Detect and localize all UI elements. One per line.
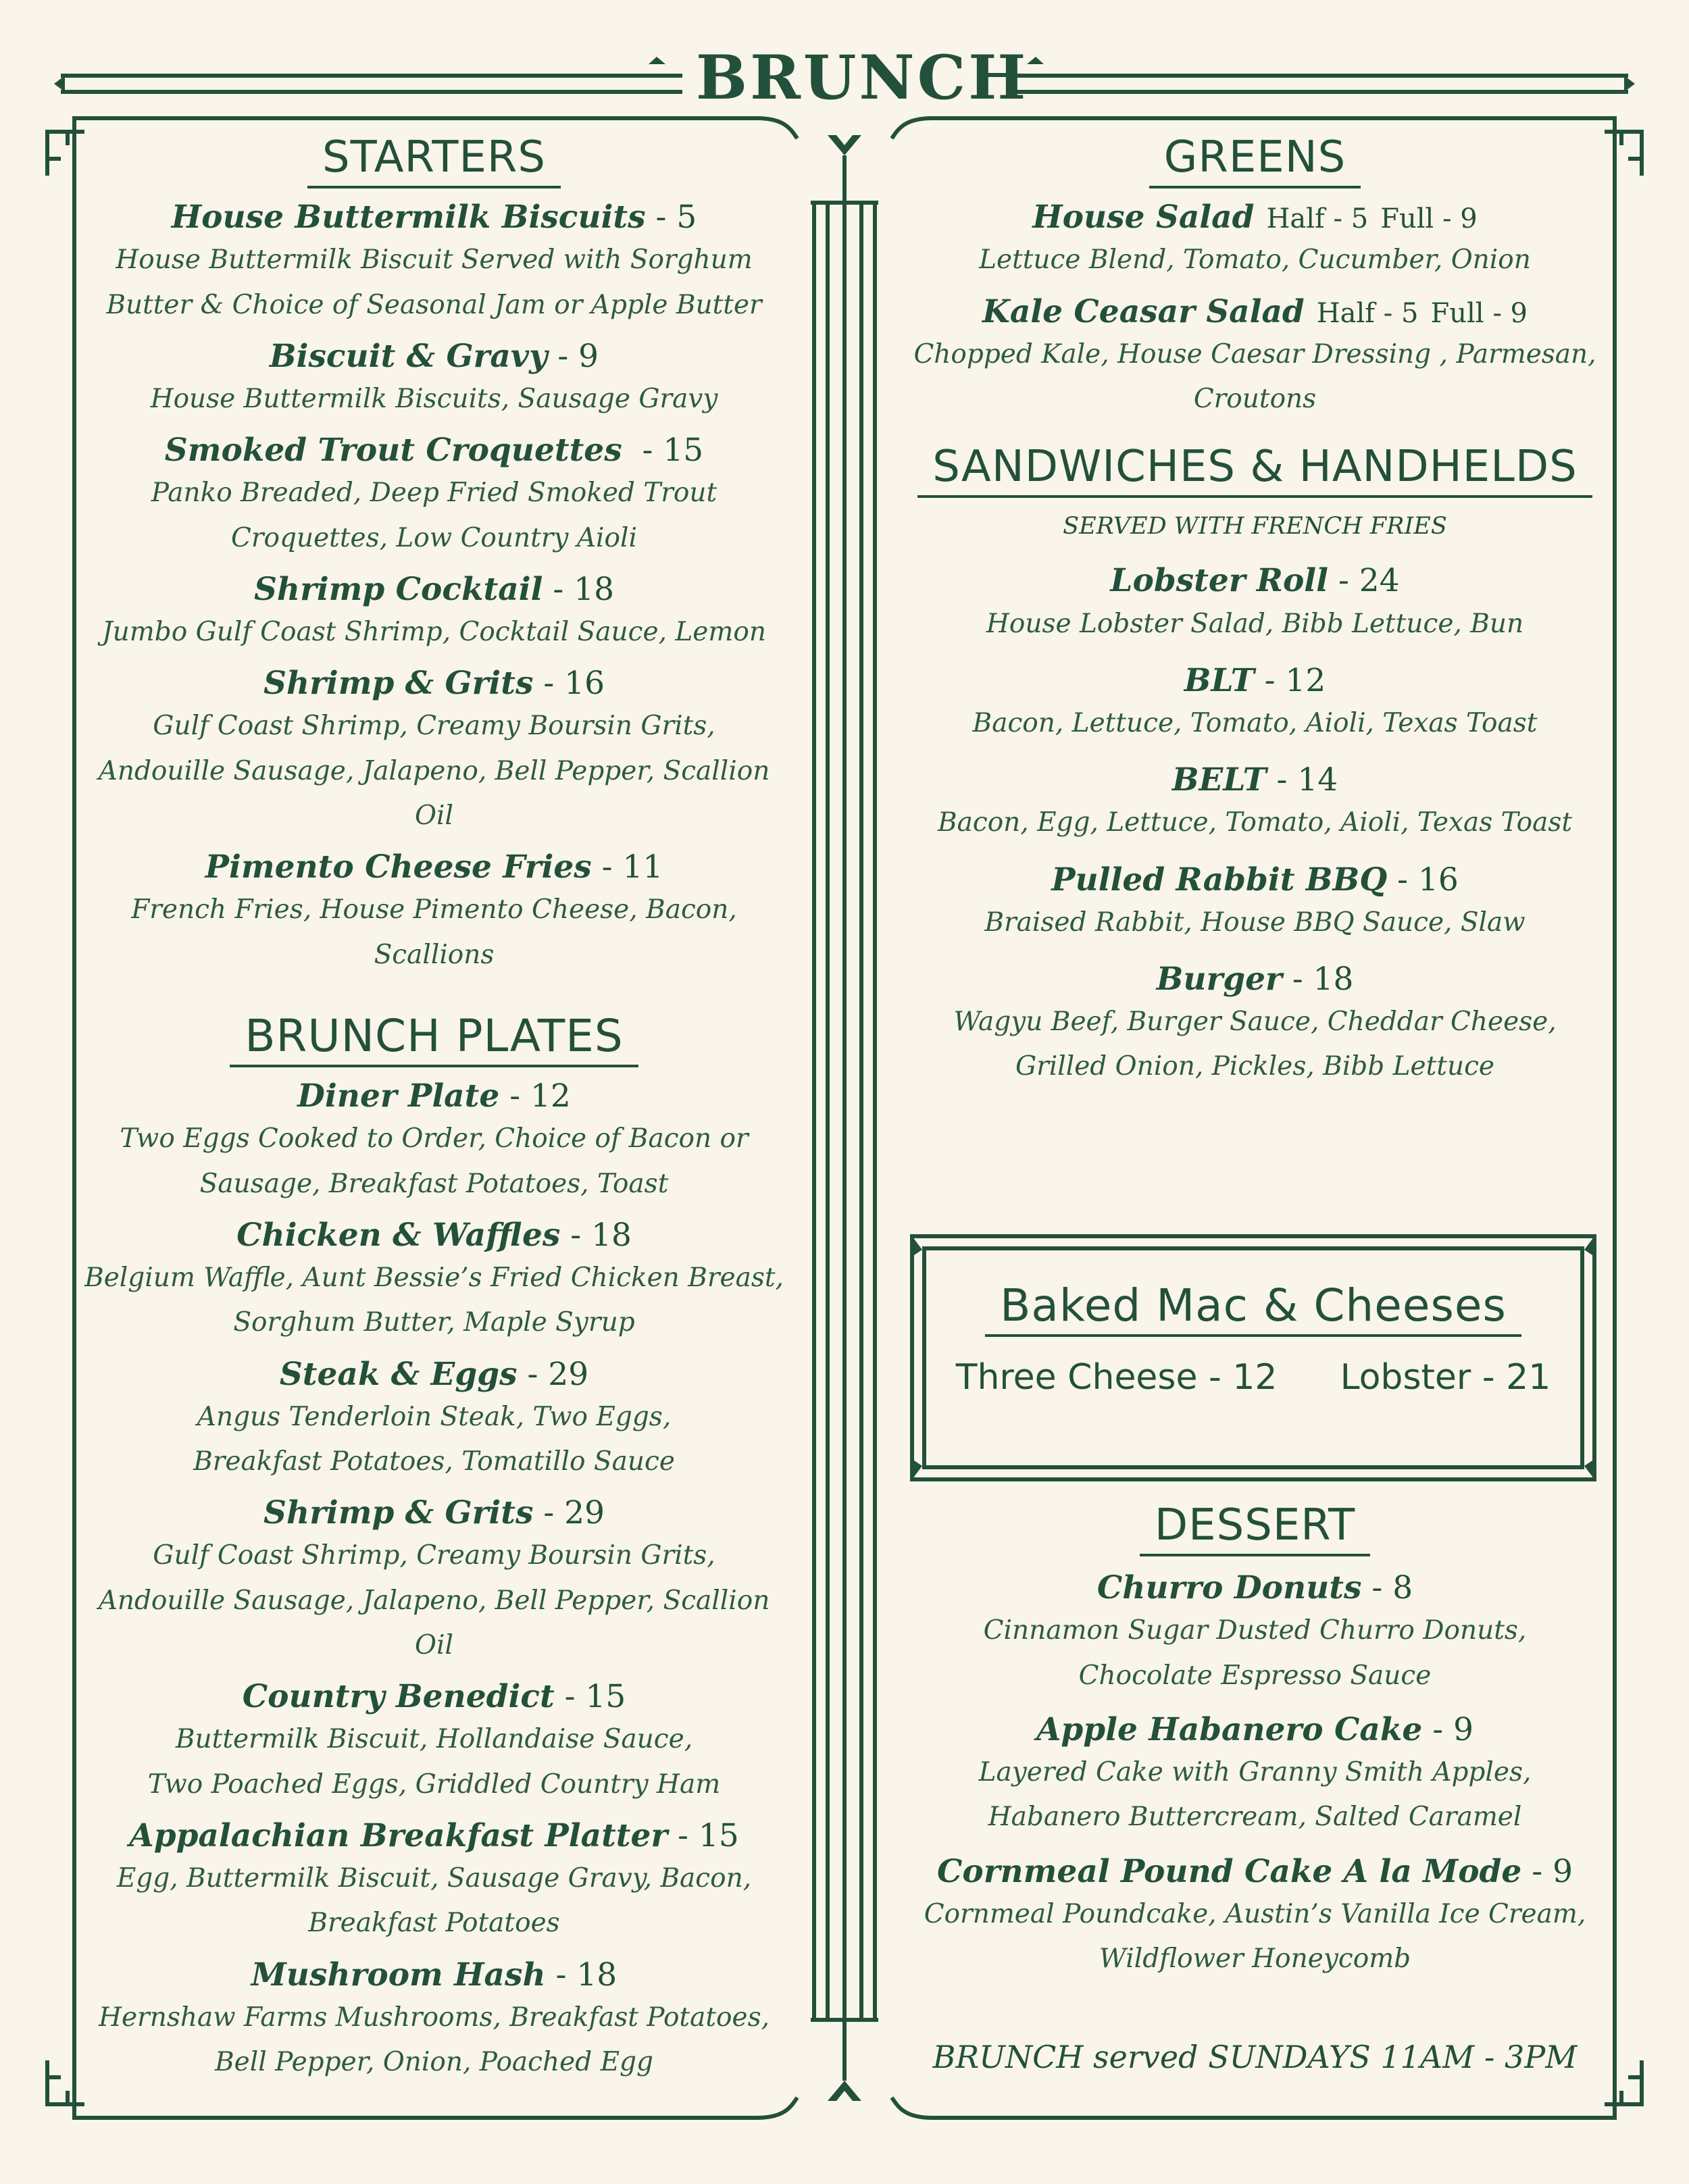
salad-half-label: Half xyxy=(1266,203,1325,235)
menu-item-description: Egg, Buttermilk Biscuit, Sausage Gravy, Bacon, xyxy=(116,1863,752,1894)
menu-item-name: Smoked Trout Croquettes xyxy=(164,432,622,469)
menu-item-name: Apple Habanero Cake xyxy=(1036,1710,1423,1748)
menu-item-title xyxy=(902,560,1608,601)
menu-item-title xyxy=(81,846,787,888)
menu-item-description: Wildflower Honeycomb xyxy=(1099,1943,1411,1974)
menu-item-title xyxy=(902,959,1608,1000)
menu-item xyxy=(81,1954,787,2085)
right-column xyxy=(902,132,1608,1090)
salad-full-label: Full xyxy=(1380,203,1434,235)
dessert-heading: DESSERT xyxy=(1140,1503,1370,1556)
dessert-list xyxy=(902,1567,1608,1981)
sandwiches-heading: SANDWICHES & HANDHELDS xyxy=(917,445,1592,498)
menu-item xyxy=(902,1567,1608,1698)
menu-item-description: Andouille Sausage, Jalapeno, Bell Pepper, Scallion Oil xyxy=(98,1585,770,1661)
menu-item-name: House Buttermilk Biscuits xyxy=(171,199,646,236)
menu-item-description: Two Poached Eggs, Griddled Country Ham xyxy=(147,1769,721,1800)
menu-item-price: - 18 xyxy=(1282,961,1354,998)
menu-item-title xyxy=(81,1954,787,1996)
menu-item-description: House Buttermilk Biscuit Served with Sorghum xyxy=(116,245,753,276)
menu-item xyxy=(81,1075,787,1207)
menu-item-name: Shrimp Cocktail xyxy=(253,570,543,608)
menu-item-title xyxy=(902,1851,1608,1892)
menu-item xyxy=(902,1851,1608,1982)
menu-item-name: Steak & Eggs xyxy=(279,1355,518,1393)
menu-item-price: - 5 xyxy=(645,199,697,236)
menu-item-description: Braised Rabbit, House BBQ Sauce, Slaw xyxy=(984,907,1526,938)
menu-item-title xyxy=(81,197,787,238)
menu-item-description: House Buttermilk Biscuits, Sausage Gravy xyxy=(150,383,718,414)
greens-heading: GREENS xyxy=(1149,135,1361,188)
menu-item-description: Sorghum Butter, Maple Syrup xyxy=(233,1307,635,1338)
menu-item xyxy=(81,1492,787,1668)
menu-item-price: - 24 xyxy=(1328,562,1400,600)
menu-item xyxy=(902,859,1608,945)
menu-item-description: Two Eggs Cooked to Order, Choice of Bacon or xyxy=(120,1123,749,1154)
menu-item-price: - 29 xyxy=(517,1355,589,1393)
menu-item xyxy=(902,959,1608,1090)
menu-item-title xyxy=(81,1676,787,1717)
menu-item-title xyxy=(81,569,787,610)
sandwiches-note: SERVED WITH FRENCH FRIES xyxy=(1063,513,1447,540)
menu-item-description: Belgium Waffle, Aunt Bessie’s Fried Chicken Breast, xyxy=(84,1263,784,1294)
menu-item-name: Appalachian Breakfast Platter xyxy=(129,1817,668,1855)
brunch-plates-section xyxy=(81,1010,787,2085)
salad-full-price: - 9 xyxy=(1484,297,1528,329)
menu-item-name: BLT xyxy=(1184,661,1255,699)
starters-heading: STARTERS xyxy=(307,135,561,188)
hours-footer: BRUNCH served SUNDAYS 11AM - 3PM xyxy=(932,2039,1578,2075)
menu-item-description: Buttermilk Biscuit, Hollandaise Sauce, xyxy=(175,1724,693,1755)
menu-item xyxy=(81,1676,787,1807)
left-column xyxy=(81,132,787,2085)
menu-item-description: Gulf Coast Shrimp, Creamy Boursin Grits, xyxy=(153,1540,715,1571)
menu-item-name: BELT xyxy=(1171,761,1267,799)
sandwiches-section xyxy=(902,442,1608,1089)
menu-item xyxy=(902,560,1608,646)
brunch-plates-heading: BRUNCH PLATES xyxy=(230,1013,638,1067)
menu-item xyxy=(81,430,787,561)
menu-item-description: House Lobster Salad, Bibb Lettuce, Bun xyxy=(986,608,1524,639)
menu-item-title xyxy=(81,336,787,377)
salad-full-label: Full xyxy=(1430,297,1484,329)
menu-item-title xyxy=(902,759,1608,801)
menu-item-name: Lobster Roll xyxy=(1110,562,1328,600)
menu-item-description: Cinnamon Sugar Dusted Churro Donuts, xyxy=(983,1615,1527,1646)
menu-item xyxy=(902,759,1608,845)
mac-option-lobster: Lobster - 21 xyxy=(1340,1357,1551,1398)
menu-item-name: Shrimp & Grits xyxy=(263,665,534,703)
menu-item xyxy=(81,197,787,328)
menu-item-description: French Fries, House Pimento Cheese, Bacon, xyxy=(131,894,737,925)
menu-item-price: - 15 xyxy=(622,432,704,469)
menu-item xyxy=(902,1709,1608,1840)
menu-item-title xyxy=(902,859,1608,900)
salad-full-price: - 9 xyxy=(1434,203,1478,235)
menu-item-description: Butter & Choice of Seasonal Jam or Apple Butter xyxy=(106,289,762,320)
menu-item-name: Diner Plate xyxy=(297,1077,500,1115)
menu-item-price: - 16 xyxy=(1387,861,1459,898)
menu-item-name: Pulled Rabbit BBQ xyxy=(1051,861,1388,898)
menu-item-price: - 14 xyxy=(1266,761,1338,799)
menu-item-description: Habanero Buttercream, Salted Caramel xyxy=(988,1802,1522,1833)
menu-item xyxy=(902,291,1608,422)
menu-item xyxy=(81,336,787,422)
menu-item xyxy=(902,197,1608,282)
menu-item-name: Biscuit & Gravy xyxy=(269,337,548,375)
menu-item-price: - 12 xyxy=(1254,661,1326,699)
mac-and-cheese-box xyxy=(912,1236,1594,1479)
menu-item-price: - 12 xyxy=(499,1077,571,1115)
menu-item-description: Breakfast Potatoes xyxy=(308,1908,560,1939)
menu-item-title xyxy=(81,1075,787,1117)
brunch-plates-list xyxy=(81,1075,787,2085)
menu-item-title xyxy=(902,291,1608,332)
menu-item-price: - 18 xyxy=(545,1956,617,1993)
menu-item-description: Cornmeal Poundcake, Austin’s Vanilla Ice Cream, xyxy=(924,1898,1586,1929)
menu-item-price: - 9 xyxy=(1521,1852,1573,1890)
menu-item-price: - 15 xyxy=(667,1817,739,1855)
menu-item-description: Bell Pepper, Onion, Poached Egg xyxy=(215,2047,653,2078)
menu-item-price: - 8 xyxy=(1361,1569,1413,1607)
sandwiches-list xyxy=(902,560,1608,1089)
menu-item-description: Wagyu Beef, Burger Sauce, Cheddar Cheese, xyxy=(953,1007,1557,1038)
menu-item-description: Chocolate Espresso Sauce xyxy=(1078,1660,1432,1691)
menu-item-price: - 11 xyxy=(591,848,663,886)
menu-item-title xyxy=(81,430,787,471)
menu-item-description: Bacon, Egg, Lettuce, Tomato, Aioli, Texas Toast xyxy=(937,807,1573,838)
menu-item-description: Lettuce Blend, Tomato, Cucumber, Onion xyxy=(979,245,1531,276)
menu-item-description: Gulf Coast Shrimp, Creamy Boursin Grits, xyxy=(153,711,715,742)
menu-item-name: Kale Ceasar Salad xyxy=(982,293,1305,330)
page-title: BRUNCH xyxy=(696,42,1029,113)
greens-section xyxy=(902,132,1608,422)
menu-item-price: - 16 xyxy=(533,665,605,703)
menu-item-name: Cornmeal Pound Cake A la Mode xyxy=(937,1852,1522,1890)
menu-item-title xyxy=(902,660,1608,701)
menu-item xyxy=(902,660,1608,746)
menu-item xyxy=(81,846,787,977)
salad-half-price: - 5 xyxy=(1324,203,1369,235)
menu-item-name: Country Benedict xyxy=(242,1678,555,1716)
menu-item-title xyxy=(81,1492,787,1533)
menu-item-description: Croutons xyxy=(1193,383,1317,414)
menu-item-name: Churro Donuts xyxy=(1096,1569,1362,1607)
menu-item-description: Angus Tenderloin Steak, Two Eggs, xyxy=(197,1401,672,1432)
menu-item-description: Breakfast Potatoes, Tomatillo Sauce xyxy=(193,1446,675,1477)
menu-item-name: Mushroom Hash xyxy=(251,1956,546,1993)
menu-item-description: Grilled Onion, Pickles, Bibb Lettuce xyxy=(1015,1051,1494,1082)
mac-heading: Baked Mac & Cheeses xyxy=(985,1282,1521,1337)
menu-item-name: Chicken & Waffles xyxy=(236,1217,561,1254)
menu-item-price: - 29 xyxy=(533,1494,605,1532)
menu-item-description: Scallions xyxy=(374,939,495,970)
menu-item-price: - 9 xyxy=(1422,1710,1474,1748)
salad-half-price: - 5 xyxy=(1375,297,1419,329)
greens-list xyxy=(902,197,1608,422)
menu-item-name: Pimento Cheese Fries xyxy=(205,848,592,886)
starters-list xyxy=(81,197,787,977)
menu-item-name: Burger xyxy=(1156,961,1282,998)
menu-item-name: Shrimp & Grits xyxy=(263,1494,534,1532)
menu-item-title xyxy=(81,1815,787,1856)
menu-item-price: - 18 xyxy=(543,570,615,608)
menu-item xyxy=(81,1815,787,1946)
menu-item xyxy=(81,569,787,655)
menu-item-description: Jumbo Gulf Coast Shrimp, Cocktail Sauce, Lemon xyxy=(102,617,766,648)
menu-item-description: Chopped Kale, House Caesar Dressing , Parmesan, xyxy=(913,338,1596,370)
starters-section xyxy=(81,132,787,977)
menu-item-title xyxy=(902,1709,1608,1750)
menu-item-description: Andouille Sausage, Jalapeno, Bell Pepper, Scallion Oil xyxy=(98,755,770,832)
menu-item-description: Panko Breaded, Deep Fried Smoked Trout xyxy=(151,478,717,509)
dessert-section xyxy=(902,1500,1608,1981)
menu-item-title xyxy=(902,197,1608,238)
menu-item-description: Sausage, Breakfast Potatoes, Toast xyxy=(199,1168,669,1199)
menu-item xyxy=(81,663,787,838)
menu-item-description: Hernshaw Farms Mushrooms, Breakfast Potatoes, xyxy=(98,2002,770,2033)
menu-item-name: House Salad xyxy=(1032,199,1255,236)
menu-item-description: Croquettes, Low Country Aioli xyxy=(231,522,637,553)
menu-item-title xyxy=(81,663,787,704)
menu-item-price: - 15 xyxy=(554,1678,626,1716)
menu-item-description: Bacon, Lettuce, Tomato, Aioli, Texas Toast xyxy=(972,707,1538,738)
menu-item-title xyxy=(902,1567,1608,1608)
menu-item-price: - 18 xyxy=(560,1217,632,1254)
menu-item-title xyxy=(81,1215,787,1256)
menu-item xyxy=(81,1215,787,1346)
menu-item-description: Layered Cake with Granny Smith Apples, xyxy=(978,1756,1532,1787)
menu-item-price: - 9 xyxy=(547,337,599,375)
menu-item xyxy=(81,1354,787,1485)
menu-item-title xyxy=(81,1354,787,1395)
mac-option-three-cheese: Three Cheese - 12 xyxy=(955,1357,1278,1398)
salad-half-label: Half xyxy=(1316,297,1376,329)
